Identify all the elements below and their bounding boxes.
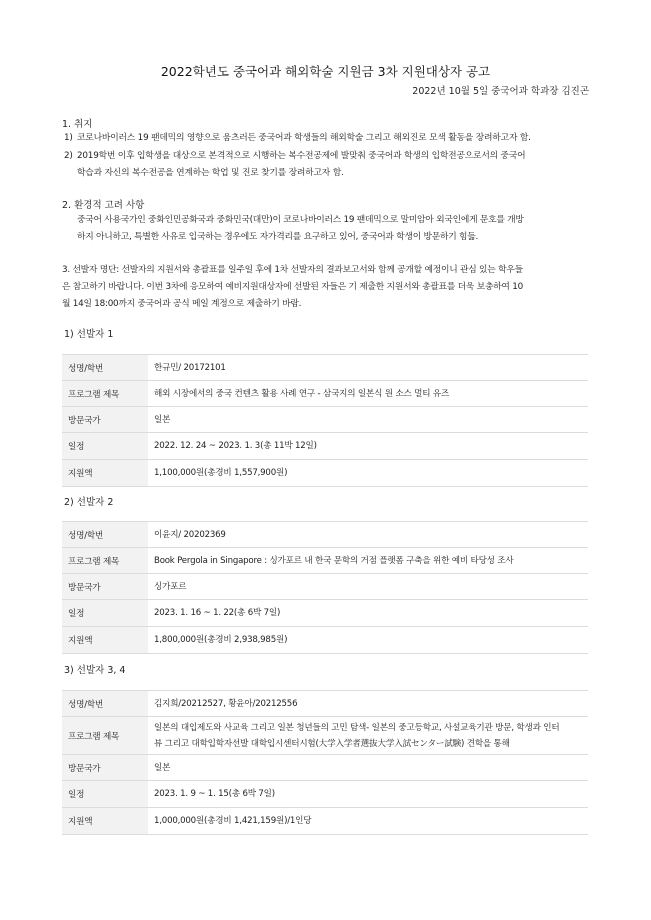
program-label: 프로그램 제목	[62, 381, 148, 407]
program-line-2: 뷰 그리고 대학입학자선발 대학입시센터시험(大学入学者選抜大学入試センター試験) 견학을 통해	[154, 738, 510, 749]
purpose-item-2-line-2: 학습과 자신의 복수전공을 연계하는 학업 및 진로 찾기를 장려하고자 함.	[77, 168, 344, 178]
purpose-item-1-line: 코로나바이러스 19 팬데믹의 영향으로 움츠러든 중국어과 학생들의 해외학술 그리고 해외진로 모색 활동을 장려하고자 함.	[77, 133, 531, 143]
purpose-item-1-number: 1)	[64, 133, 73, 143]
schedule-label: 일정	[62, 433, 148, 460]
selectee-3-4-heading: 3) 선발자 3, 4	[64, 665, 126, 676]
table-row	[62, 755, 588, 781]
table-row	[62, 433, 588, 460]
country-label: 방문국가	[62, 574, 148, 600]
table-row	[62, 574, 588, 600]
table-row	[62, 808, 588, 835]
name-label: 성명/학번	[62, 691, 148, 717]
selectee-2-heading: 2) 선발자 2	[64, 497, 114, 508]
amount-label: 지원액	[62, 808, 148, 835]
table-row	[62, 381, 588, 407]
table-row	[62, 407, 588, 433]
program-line: 해외 시장에서의 중국 컨텐츠 활용 사례 연구 - 삼국지의 일본식 원 소스 멀티 유즈	[154, 388, 450, 399]
purpose-item-2-line-1: 2019학번 이후 입학생을 대상으로 본격적으로 시행하는 복수전공제에 발맞춰 중국어과 학생의 입학전공으로서의 중국어	[77, 151, 526, 161]
document-dateline: 2022년 10월 5일 중국어과 학과장 김진곤	[412, 86, 589, 97]
country-label: 방문국가	[62, 755, 148, 781]
selectee-2-table	[62, 521, 588, 654]
amount-label: 지원액	[62, 627, 148, 654]
section-2-line-1: 중국어 사용국가인 중화인민공화국과 중화민국(대만)이 코로나바이러스 19 팬데믹으로 말미암아 외국인에게 문호를 개방	[77, 215, 524, 225]
selectee-3-4-table	[62, 690, 588, 835]
program-label: 프로그램 제목	[62, 717, 148, 755]
amount-label: 지원액	[62, 460, 148, 487]
name-label: 성명/학번	[62, 522, 148, 548]
purpose-item-2-number: 2)	[64, 151, 73, 161]
section-3-line-1: 3. 선발자 명단: 선발자의 지원서와 총괄표를 일주일 후에 1차 선발자의 결과보고서와 함께 공개할 예정이니 관심 있는 학우들	[62, 265, 523, 275]
section-3-line-3: 월 14일 18:00까지 중국어과 공식 메일 계정으로 제출하기 바람.	[62, 299, 302, 309]
table-row	[62, 548, 588, 574]
section-3-body	[62, 262, 523, 313]
table-row	[62, 717, 588, 755]
country-value: 일본	[148, 755, 588, 781]
schedule-value: 2023. 1. 16 ~ 1. 22(총 6박 7일)	[148, 600, 588, 627]
program-value	[148, 381, 588, 407]
program-value	[148, 717, 588, 755]
section-2-body	[77, 212, 524, 246]
amount-value: 1,100,000원(총경비 1,557,900원)	[148, 460, 588, 487]
section-2-line-2: 하지 아니하고, 특별한 사유로 입국하는 경우에도 자가격리를 요구하고 있어, 중국어과 학생이 방문하기 힘듦.	[77, 232, 479, 242]
table-row	[62, 600, 588, 627]
purpose-item-2	[64, 148, 526, 182]
schedule-label: 일정	[62, 600, 148, 627]
amount-value: 1,000,000원(총경비 1,421,159원)/1인당	[148, 808, 588, 835]
table-row	[62, 691, 588, 717]
name-label: 성명/학번	[62, 355, 148, 381]
schedule-value: 2022. 12. 24 ~ 2023. 1. 3(총 11박 12일)	[148, 433, 588, 460]
purpose-item-1	[64, 130, 531, 147]
amount-value: 1,800,000원(총경비 2,938,985원)	[148, 627, 588, 654]
table-row	[62, 355, 588, 381]
schedule-value: 2023. 1. 9 ~ 1. 15(총 6박 7일)	[148, 781, 588, 808]
name-value: 한규민/ 20172101	[148, 355, 588, 381]
country-value: 싱가포르	[148, 574, 588, 600]
country-value: 일본	[148, 407, 588, 433]
section-3-line-2: 은 참고하기 바랍니다. 이번 3차에 응모하여 예비지원대상자에 선발된 자들은 기 제출한 지원서와 총괄표를 더욱 보충하여 10	[62, 282, 523, 292]
name-value: 김지희/20212527, 황윤아/20212556	[148, 691, 588, 717]
selectee-1-heading: 1) 선발자 1	[64, 329, 114, 340]
section-1-heading: 1. 취지	[62, 119, 93, 130]
country-label: 방문국가	[62, 407, 148, 433]
selectee-1-table	[62, 354, 588, 487]
name-value: 이윤지/ 20202369	[148, 522, 588, 548]
program-value	[148, 548, 588, 574]
table-row	[62, 781, 588, 808]
schedule-label: 일정	[62, 781, 148, 808]
table-row	[62, 627, 588, 654]
program-line: Book Pergola in Singapore : 싱가포르 내 한국 문학의 거점 플랫폼 구축을 위한 예비 타당성 조사	[154, 555, 514, 566]
table-row	[62, 460, 588, 487]
section-2-heading: 2. 환경적 고려 사항	[62, 200, 145, 211]
program-line-1: 일본의 대입제도와 사교육 그리고 일본 청년들의 고민 탐색- 일본의 중고등학교, 사설교육기관 방문, 학생과 인터	[154, 722, 560, 733]
document-title: 2022학년도 중국어과 해외학술 지원금 3차 지원대상자 공고	[160, 64, 491, 79]
program-label: 프로그램 제목	[62, 548, 148, 574]
table-row	[62, 522, 588, 548]
